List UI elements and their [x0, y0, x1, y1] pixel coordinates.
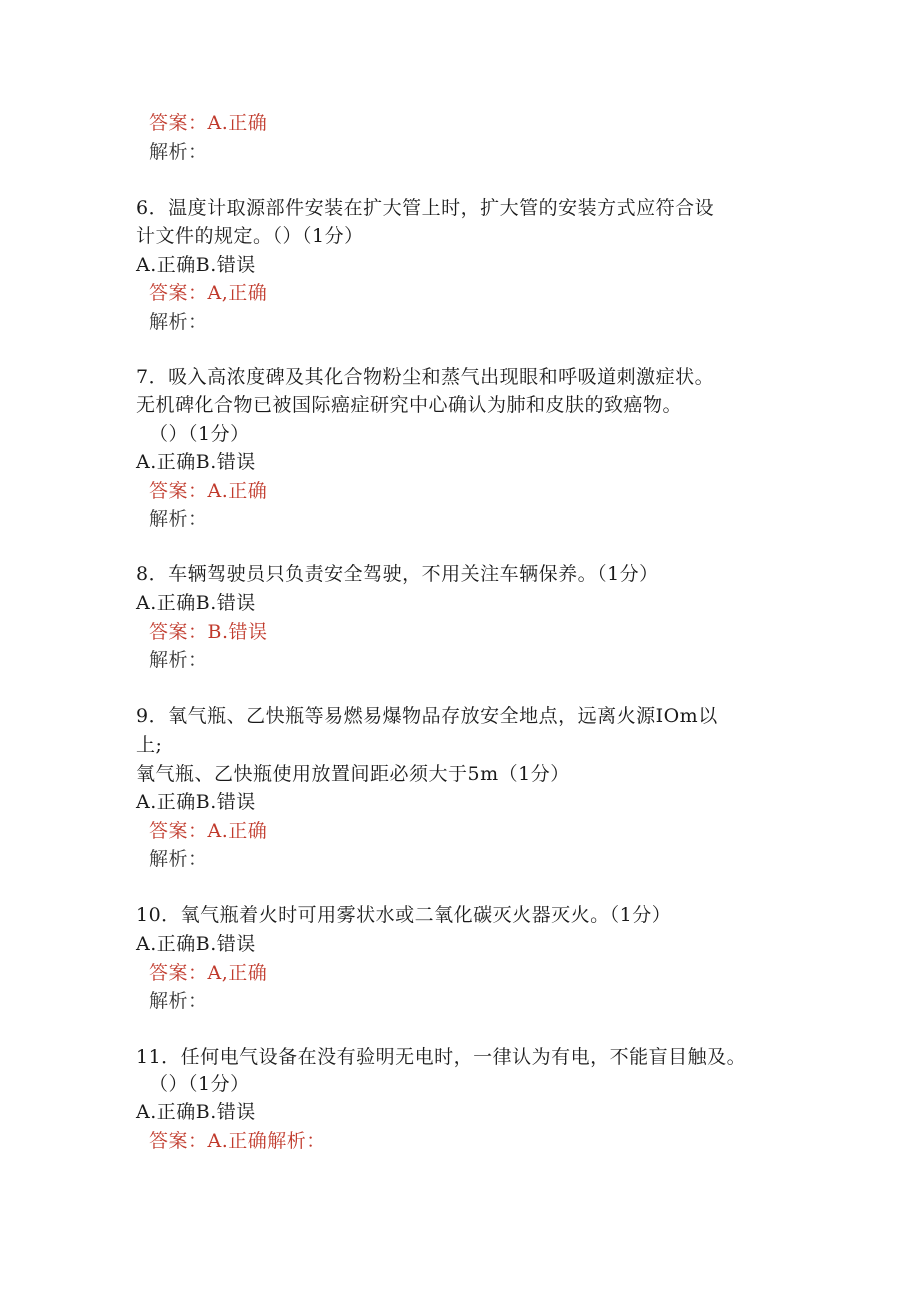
question-6-answer: 答案：A,正确: [149, 282, 268, 304]
question-7-analysis: 解析：: [149, 508, 208, 530]
question-10-text-line-1: 10．氧气瓶着火时可用雾状水或二氧化碳灭火器灭火。（1分）: [136, 904, 672, 926]
question-7-text-line-2: 无机碑化合物已被国际癌症研究中心确认为肺和皮肤的致癌物。: [136, 394, 683, 416]
question-9-answer: 答案：A.正确: [149, 820, 268, 842]
question-10-answer: 答案：A,正确: [149, 962, 268, 984]
question-10-analysis: 解析：: [149, 990, 208, 1012]
question-8-analysis: 解析：: [149, 649, 208, 671]
question-11-text-line-1: 11．任何电气设备在没有验明无电时，一律认为有电，不能盲目触及。: [136, 1046, 747, 1068]
question-6-options: A.正确B.错误: [136, 254, 256, 276]
analysis-line: 解析：: [149, 141, 208, 163]
question-7-text-line-1: 7．吸入高浓度碑及其化合物粉尘和蒸气出现眼和呼吸道刺激症状。: [136, 366, 715, 388]
question-6-text-line-1: 6．温度计取源部件安装在扩大管上时，扩大管的安装方式应符合设: [136, 197, 715, 219]
question-7-options: A.正确B.错误: [136, 451, 256, 473]
question-9-analysis: 解析：: [149, 848, 208, 870]
question-8-options: A.正确B.错误: [136, 592, 256, 614]
question-6-analysis: 解析：: [149, 311, 208, 333]
question-8-text-line-1: 8．车辆驾驶员只负责安全驾驶，不用关注车辆保养。（1分）: [136, 563, 659, 585]
question-7-answer: 答案：A.正确: [149, 480, 268, 502]
question-10-options: A.正确B.错误: [136, 933, 256, 955]
question-9-text-line-1: 9．氧气瓶、乙快瓶等易燃易爆物品存放安全地点，远离火源IOm以: [136, 705, 718, 727]
question-7-text-line-3: （）（1分）: [149, 423, 250, 445]
question-9-text-line-3: 氧气瓶、乙快瓶使用放置间距必须大于5m（1分）: [136, 763, 570, 785]
question-9-text-line-2: 上;: [136, 734, 163, 756]
question-11-answer: 答案：A.正确解析：: [149, 1130, 326, 1152]
question-9-options: A.正确B.错误: [136, 791, 256, 813]
question-8-answer: 答案：B.错误: [149, 621, 268, 643]
question-11-options: A.正确B.错误: [136, 1101, 256, 1123]
question-6-text-line-2: 计文件的规定。（）（1分）: [136, 225, 364, 247]
answer-line: 答案：A.正确: [149, 112, 268, 134]
question-11-text-line-2: （）（1分）: [149, 1073, 250, 1095]
